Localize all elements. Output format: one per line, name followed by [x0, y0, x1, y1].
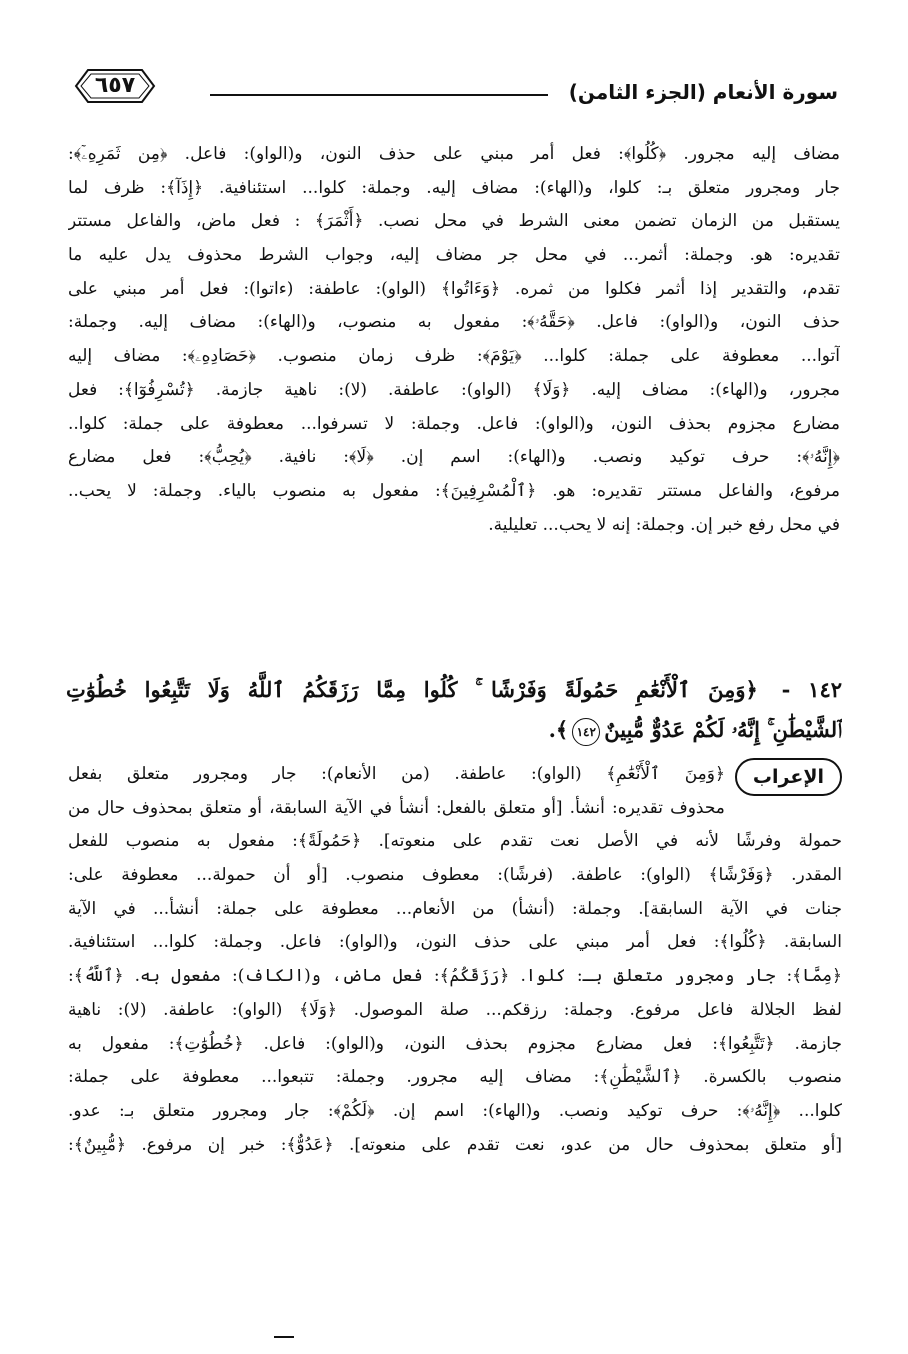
text-line: مجرور، و(الهاء): مضاف إليه. ﴿وَلَا﴾ (الواو): عاطفة. (لا): ناهية جازمة. ﴿تُسْرِفُوٓا﴾: فعل: [68, 379, 840, 400]
text-line: ﴿إِنَّهُۥ﴾: حرف توكيد ونصب. و(الهاء): اسم إن. ﴿لَا﴾: نافية. ﴿يُحِبُّ﴾: فعل مضارع: [68, 447, 840, 468]
text-line: مرفوع، والفاعل مستتر تقديره: هو. ﴿ٱلْمُسْرِفِينَ﴾: مفعول به منصوب بالياء. وجملة: لا يحب..: [68, 480, 840, 501]
text-line: في محل رفع خبر إن. وجملة: إنه لا يحب... تعليلية.: [488, 514, 840, 535]
text-line: جازمة. ﴿تَتَّبِعُوا﴾: فعل مضارع مجزوم بحذف النون، و(الواو): فاعل. ﴿خُطُوَٰتِ﴾: مفعول به: [68, 1033, 842, 1054]
text-line: كلوا... ﴿إِنَّهُۥ﴾: حرف توكيد ونصب. و(الهاء): اسم إن. ﴿لَكُمْ﴾: جار ومجرور متعلق بـ: عدو.: [68, 1100, 842, 1121]
verse-line: [66, 710, 842, 750]
text-line: [أو متعلق بمحذوف حال من عدو، نعت تقدم على منعوته]. ﴿عَدُوٌّ﴾: خبر إن مرفوع. ﴿مُّبِينٌ﴾:: [68, 1134, 842, 1155]
verse-end: ﴾.: [548, 717, 569, 742]
irab-section: [68, 758, 842, 1162]
verse-text: ٱلشَّيْطَٰنِ ۚ إِنَّهُۥ لَكُمْ عَدُوٌّ مُّبِينٌ: [604, 717, 842, 742]
header-rule: [210, 94, 548, 96]
ayah-number-mark: ١٤٢: [572, 718, 600, 746]
footer-mark: [274, 1336, 294, 1338]
text-line: يستقبل من الزمان تضمن معنى الشرط في محل نصب. ﴿أَثْمَرَ﴾ : فعل ماض، والفاعل مستتر: [68, 211, 840, 232]
page-header: [60, 60, 848, 130]
page-number-badge: [72, 66, 158, 106]
irab-label-badge: الإعراب: [735, 758, 842, 796]
text-line: لفظ الجلالة فاعل مرفوع. وجملة: رزقكم... صلة الموصول. ﴿وَلَا﴾ (الواو): عاطفة. (لا): ناهية: [68, 999, 842, 1020]
text-line: جار ومجرور متعلق بـ: كلوا، و(الهاء): مضاف إليه. وجملة: كلوا... استئنافية. ﴿إِذَآ﴾: ظرف لما: [68, 177, 840, 198]
text-line: آتوا... معطوفة على جملة: كلوا... ﴿يَوْمَ﴾: ظرف زمان منصوب. ﴿حَصَادِهِۦ﴾: مضاف إليه: [68, 346, 840, 367]
text-line: مضارع مجزوم بحذف النون، و(الواو): فاعل. وجملة: لا تسرفوا... معطوفة على جملة: كلوا..: [68, 413, 840, 434]
text-line: ﴿وَمِنَ ٱلْأَنْعَٰمِ﴾ (الواو): عاطفة. (من الأنعام): جار ومجرور متعلق بفعل: [68, 764, 725, 784]
text-line: محذوف تقديره: أنشأ. [أو متعلق بالفعل: أنشأ في الآية السابقة، أو متعلق بمحذوف حال من: [68, 797, 725, 818]
text-line: ﴿مِمَّا﴾: جار ومجرور متعلق بـ: كلوا. ﴿رَزَقَكُمُ﴾: فعل ماض، و(الكاف): مفعول به. ﴿ٱللَّهُ﴾:: [68, 966, 842, 987]
text-line: تقدم، والتقدير إذا أثمر فكلوا من ثمره. ﴿وَءَاتُوا﴾ (الواو): عاطفة: (ءاتوا): فعل أمر مبني على: [68, 278, 840, 299]
verse-number: ١٤٢ -: [781, 677, 842, 702]
text-line: حمولة وفرشًا لأنه في الأصل نعت تقدم على منعوته]. ﴿حَمُولَةً﴾: مفعول به منصوب للفعل: [68, 831, 842, 852]
text-line: السابقة. ﴿كُلُوا﴾: فعل أمر مبني على حذف النون، و(الواو): فاعل. وجملة: كلوا... استئنافية.: [68, 932, 842, 953]
irab-text: [68, 758, 842, 1162]
verse-line: [66, 670, 842, 710]
text-line: تقديره: هو. وجملة: أثمر... في محل جر مضاف إليه، وجواب الشرط محذوف يدل عليه ما: [68, 245, 840, 266]
running-head-title: سورة الأنعام (الجزء الثامن): [568, 80, 838, 104]
verse-text: ﴿وَمِنَ ٱلْأَنْعَٰمِ حَمُولَةً وَفَرْشًا ۚ كُلُوا مِمَّا رَزَقَكُمُ ٱللَّهُ وَلَا تَتَّبِعُوا خُطُوَٰتِ: [66, 677, 758, 702]
quran-verse: [66, 670, 842, 750]
text-line: منصوب بالكسرة. ﴿ٱلشَّيْطَٰنِ﴾: مضاف إليه مجرور. وجملة: تتبعوا... معطوفة على جملة:: [68, 1067, 842, 1088]
text-line: جنات في الآية السابقة]. وجملة: (أنشأ) من الأنعام... معطوفة على جملة: أنشأ... في الآية: [68, 898, 842, 919]
text-line: مضاف إليه مجرور. ﴿كُلُوا﴾: فعل أمر مبني على حذف النون، و(الواو): فاعل. ﴿مِن ثَمَرِهِۦٓ﴾:: [68, 144, 840, 164]
commentary-text: [68, 138, 840, 542]
page-number: ٦٥٧: [94, 73, 136, 98]
text-line: حذف النون، و(الواو): فاعل. ﴿حَقَّهُۥ﴾: مفعول به منصوب، و(الهاء): مضاف إليه. وجملة:: [68, 312, 840, 333]
text-line: المقدر. ﴿وَفَرْشًا﴾ (الواو): عاطفة. (فرشًا): معطوف منصوب. [أو أن حمولة... معطوفة على:: [68, 865, 842, 886]
